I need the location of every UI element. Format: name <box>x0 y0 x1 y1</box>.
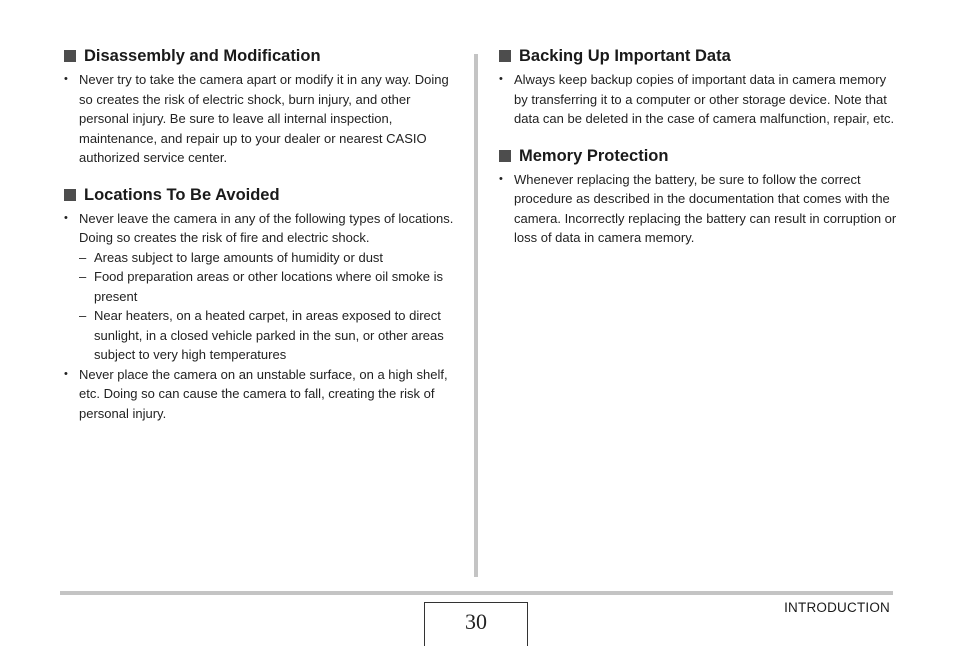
section-heading <box>497 146 897 166</box>
section-locations <box>62 185 462 424</box>
bullet-list <box>497 70 897 129</box>
bullet-text: Never leave the camera in any of the following types of locations. Doing so creates the risk of fire and electric shock. <box>79 210 454 245</box>
bullet-list <box>497 170 897 248</box>
right-column <box>497 46 897 265</box>
dash-item: – Food preparation areas or other locations where oil smoke is present <box>79 267 462 306</box>
square-bullet-icon <box>64 50 76 62</box>
heading-text: Memory Protection <box>519 146 669 165</box>
section-disassembly <box>62 46 462 168</box>
heading-text: Locations To Be Avoided <box>84 185 280 204</box>
bullet-item: • Always keep backup copies of important data in camera memory by transferring it to a computer or other storage device. Note that data can be deleted in the case of camera malfunction, repair, etc. <box>497 70 897 129</box>
footer-rule <box>60 591 893 595</box>
left-column <box>62 46 462 440</box>
bullet-list <box>62 209 462 424</box>
square-bullet-icon <box>499 150 511 162</box>
dash-item: – Near heaters, on a heated carpet, in areas exposed to direct sunlight, in a closed vehicle parked in the sun, or other areas subject to very high temperatures <box>79 306 462 365</box>
page-number: 30 <box>424 602 528 646</box>
section-heading <box>62 185 462 205</box>
footer-section-label: INTRODUCTION <box>784 600 890 615</box>
bullet-item <box>62 209 462 365</box>
bullet-list <box>62 70 462 168</box>
heading-text: Disassembly and Modification <box>84 47 321 65</box>
section-backup <box>497 46 897 129</box>
square-bullet-icon <box>64 189 76 201</box>
bullet-item: • Never place the camera on an unstable surface, on a high shelf, etc. Doing so can cause the camera to fall, creating the risk of personal injury. <box>62 365 462 424</box>
square-bullet-icon <box>499 50 511 62</box>
heading-text: Backing Up Important Data <box>519 47 731 65</box>
bullet-item: • Whenever replacing the battery, be sure to follow the correct procedure as described in the documentation that comes with the camera. Incorrectly replacing the battery can result in corruption or loss of data in camera memory. <box>497 170 897 248</box>
dash-list <box>79 248 462 365</box>
section-memory-protection <box>497 146 897 248</box>
column-divider <box>474 54 478 577</box>
section-heading <box>62 46 462 66</box>
dash-item: – Areas subject to large amounts of humidity or dust <box>79 248 462 268</box>
bullet-item: • Never try to take the camera apart or modify it in any way. Doing so creates the risk of electric shock, burn injury, and other personal injury. Be sure to leave all internal inspection, maintenance, and repair up to your dealer or nearest CASIO authorized service center. <box>62 70 462 168</box>
section-heading <box>497 46 897 66</box>
